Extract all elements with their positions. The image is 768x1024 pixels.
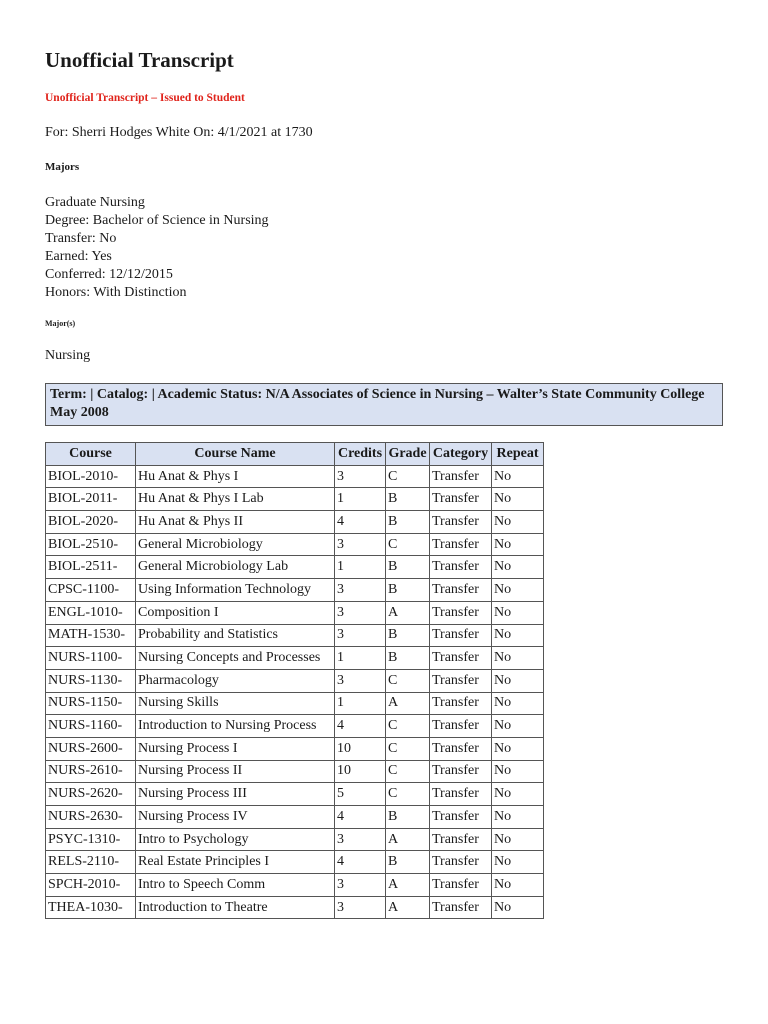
course-name-cell: Real Estate Principles I <box>136 851 335 874</box>
credits-cell: 3 <box>335 465 386 488</box>
table-row <box>46 511 544 534</box>
column-header-repeat: Repeat <box>492 443 544 466</box>
course-code-cell: NURS-1130- <box>46 669 136 692</box>
credits-cell: 3 <box>335 601 386 624</box>
table-row <box>46 692 544 715</box>
repeat-cell: No <box>492 896 544 919</box>
category-cell: Transfer <box>430 783 492 806</box>
credits-cell: 10 <box>335 760 386 783</box>
repeat-cell: No <box>492 874 544 897</box>
repeat-cell: No <box>492 579 544 602</box>
credits-cell: 1 <box>335 488 386 511</box>
earned-line: Earned: Yes <box>45 249 112 264</box>
category-cell: Transfer <box>430 465 492 488</box>
course-name-cell: Nursing Process II <box>136 760 335 783</box>
degree-line: Degree: Bachelor of Science in Nursing <box>45 213 269 228</box>
grade-cell: B <box>386 488 430 511</box>
table-row <box>46 601 544 624</box>
course-name-cell: Hu Anat & Phys II <box>136 511 335 534</box>
credits-cell: 3 <box>335 896 386 919</box>
course-code-cell: CPSC-1100- <box>46 579 136 602</box>
category-cell: Transfer <box>430 624 492 647</box>
grade-cell: B <box>386 556 430 579</box>
grade-cell: B <box>386 647 430 670</box>
conferred-line: Conferred: 12/12/2015 <box>45 267 173 282</box>
category-cell: Transfer <box>430 828 492 851</box>
category-cell: Transfer <box>430 806 492 829</box>
category-cell: Transfer <box>430 533 492 556</box>
credits-cell: 4 <box>335 806 386 829</box>
category-cell: Transfer <box>430 488 492 511</box>
credits-cell: 3 <box>335 874 386 897</box>
repeat-cell: No <box>492 601 544 624</box>
column-header-course-name: Course Name <box>136 443 335 466</box>
repeat-cell: No <box>492 737 544 760</box>
course-name-cell: Introduction to Theatre <box>136 896 335 919</box>
category-cell: Transfer <box>430 692 492 715</box>
category-cell: Transfer <box>430 669 492 692</box>
repeat-cell: No <box>492 715 544 738</box>
course-name-cell: Pharmacology <box>136 669 335 692</box>
table-row <box>46 783 544 806</box>
grade-cell: A <box>386 828 430 851</box>
category-cell: Transfer <box>430 511 492 534</box>
credits-cell: 4 <box>335 851 386 874</box>
courses-table <box>45 442 544 919</box>
repeat-cell: No <box>492 465 544 488</box>
grade-cell: C <box>386 760 430 783</box>
course-name-cell: Intro to Psychology <box>136 828 335 851</box>
grade-cell: B <box>386 511 430 534</box>
grade-cell: C <box>386 533 430 556</box>
credits-cell: 3 <box>335 669 386 692</box>
course-name-cell: Hu Anat & Phys I <box>136 465 335 488</box>
category-cell: Transfer <box>430 760 492 783</box>
program-name: Graduate Nursing <box>45 195 145 210</box>
category-cell: Transfer <box>430 556 492 579</box>
course-name-cell: Hu Anat & Phys I Lab <box>136 488 335 511</box>
table-header-row <box>46 443 544 466</box>
page-title: Unofficial Transcript <box>45 48 234 72</box>
repeat-cell: No <box>492 806 544 829</box>
credits-cell: 10 <box>335 737 386 760</box>
grade-cell: C <box>386 669 430 692</box>
credits-cell: 3 <box>335 579 386 602</box>
honors-line: Honors: With Distinction <box>45 285 187 300</box>
category-cell: Transfer <box>430 874 492 897</box>
course-name-cell: Nursing Process IV <box>136 806 335 829</box>
credits-cell: 4 <box>335 715 386 738</box>
course-code-cell: NURS-1100- <box>46 647 136 670</box>
grade-cell: A <box>386 601 430 624</box>
course-name-cell: Nursing Concepts and Processes <box>136 647 335 670</box>
table-row <box>46 737 544 760</box>
course-code-cell: BIOL-2020- <box>46 511 136 534</box>
table-row <box>46 874 544 897</box>
course-code-cell: THEA-1030- <box>46 896 136 919</box>
table-row <box>46 624 544 647</box>
credits-cell: 5 <box>335 783 386 806</box>
course-code-cell: NURS-2600- <box>46 737 136 760</box>
term-header: Term: | Catalog: | Academic Status: N/A Associates of Science in Nursing – Walter’s State Community College May 2008 <box>45 383 723 426</box>
category-cell: Transfer <box>430 851 492 874</box>
table-row <box>46 828 544 851</box>
course-code-cell: NURS-2620- <box>46 783 136 806</box>
repeat-cell: No <box>492 760 544 783</box>
grade-cell: C <box>386 737 430 760</box>
transfer-line: Transfer: No <box>45 231 117 246</box>
repeat-cell: No <box>492 624 544 647</box>
course-code-cell: RELS-2110- <box>46 851 136 874</box>
course-code-cell: NURS-2630- <box>46 806 136 829</box>
table-row <box>46 760 544 783</box>
grade-cell: B <box>386 579 430 602</box>
credits-cell: 3 <box>335 624 386 647</box>
course-code-cell: NURS-1150- <box>46 692 136 715</box>
grade-cell: B <box>386 806 430 829</box>
credits-cell: 1 <box>335 647 386 670</box>
repeat-cell: No <box>492 692 544 715</box>
credits-cell: 1 <box>335 556 386 579</box>
repeat-cell: No <box>492 669 544 692</box>
repeat-cell: No <box>492 828 544 851</box>
category-cell: Transfer <box>430 896 492 919</box>
course-name-cell: General Microbiology Lab <box>136 556 335 579</box>
credits-cell: 3 <box>335 533 386 556</box>
course-code-cell: ENGL-1010- <box>46 601 136 624</box>
table-row <box>46 465 544 488</box>
course-code-cell: BIOL-2010- <box>46 465 136 488</box>
majors-heading: Majors <box>45 161 80 173</box>
issued-to-student-label: Unofficial Transcript – Issued to Student <box>45 92 245 104</box>
grade-cell: B <box>386 851 430 874</box>
table-row <box>46 488 544 511</box>
credits-cell: 4 <box>335 511 386 534</box>
category-cell: Transfer <box>430 601 492 624</box>
repeat-cell: No <box>492 647 544 670</box>
majors-subheading: Major(s) <box>45 319 76 328</box>
table-row <box>46 579 544 602</box>
table-row <box>46 715 544 738</box>
course-name-cell: Nursing Process III <box>136 783 335 806</box>
course-code-cell: MATH-1530- <box>46 624 136 647</box>
category-cell: Transfer <box>430 579 492 602</box>
grade-cell: A <box>386 692 430 715</box>
course-name-cell: Introduction to Nursing Process <box>136 715 335 738</box>
degree-details <box>45 194 269 302</box>
grade-cell: C <box>386 783 430 806</box>
repeat-cell: No <box>492 533 544 556</box>
table-row <box>46 533 544 556</box>
course-name-cell: Composition I <box>136 601 335 624</box>
table-row <box>46 647 544 670</box>
table-row <box>46 556 544 579</box>
table-row <box>46 851 544 874</box>
course-code-cell: BIOL-2011- <box>46 488 136 511</box>
course-code-cell: SPCH-2010- <box>46 874 136 897</box>
course-name-cell: Nursing Skills <box>136 692 335 715</box>
table-row <box>46 669 544 692</box>
category-cell: Transfer <box>430 737 492 760</box>
course-name-cell: Using Information Technology <box>136 579 335 602</box>
column-header-credits: Credits <box>335 443 386 466</box>
course-name-cell: Nursing Process I <box>136 737 335 760</box>
grade-cell: C <box>386 715 430 738</box>
repeat-cell: No <box>492 851 544 874</box>
credits-cell: 1 <box>335 692 386 715</box>
course-code-cell: BIOL-2511- <box>46 556 136 579</box>
table-row <box>46 806 544 829</box>
course-code-cell: BIOL-2510- <box>46 533 136 556</box>
grade-cell: A <box>386 896 430 919</box>
course-code-cell: NURS-1160- <box>46 715 136 738</box>
course-code-cell: PSYC-1310- <box>46 828 136 851</box>
repeat-cell: No <box>492 488 544 511</box>
column-header-category: Category <box>430 443 492 466</box>
repeat-cell: No <box>492 511 544 534</box>
course-rows <box>46 465 544 919</box>
column-header-course: Course <box>46 443 136 466</box>
credits-cell: 3 <box>335 828 386 851</box>
repeat-cell: No <box>492 556 544 579</box>
category-cell: Transfer <box>430 647 492 670</box>
repeat-cell: No <box>492 783 544 806</box>
grade-cell: B <box>386 624 430 647</box>
column-header-grade: Grade <box>386 443 430 466</box>
student-info-line: For: Sherri Hodges White On: 4/1/2021 at 1730 <box>45 125 313 140</box>
grade-cell: A <box>386 874 430 897</box>
table-row <box>46 896 544 919</box>
course-name-cell: Intro to Speech Comm <box>136 874 335 897</box>
course-code-cell: NURS-2610- <box>46 760 136 783</box>
category-cell: Transfer <box>430 715 492 738</box>
grade-cell: C <box>386 465 430 488</box>
course-name-cell: Probability and Statistics <box>136 624 335 647</box>
course-name-cell: General Microbiology <box>136 533 335 556</box>
major-name: Nursing <box>45 348 91 363</box>
